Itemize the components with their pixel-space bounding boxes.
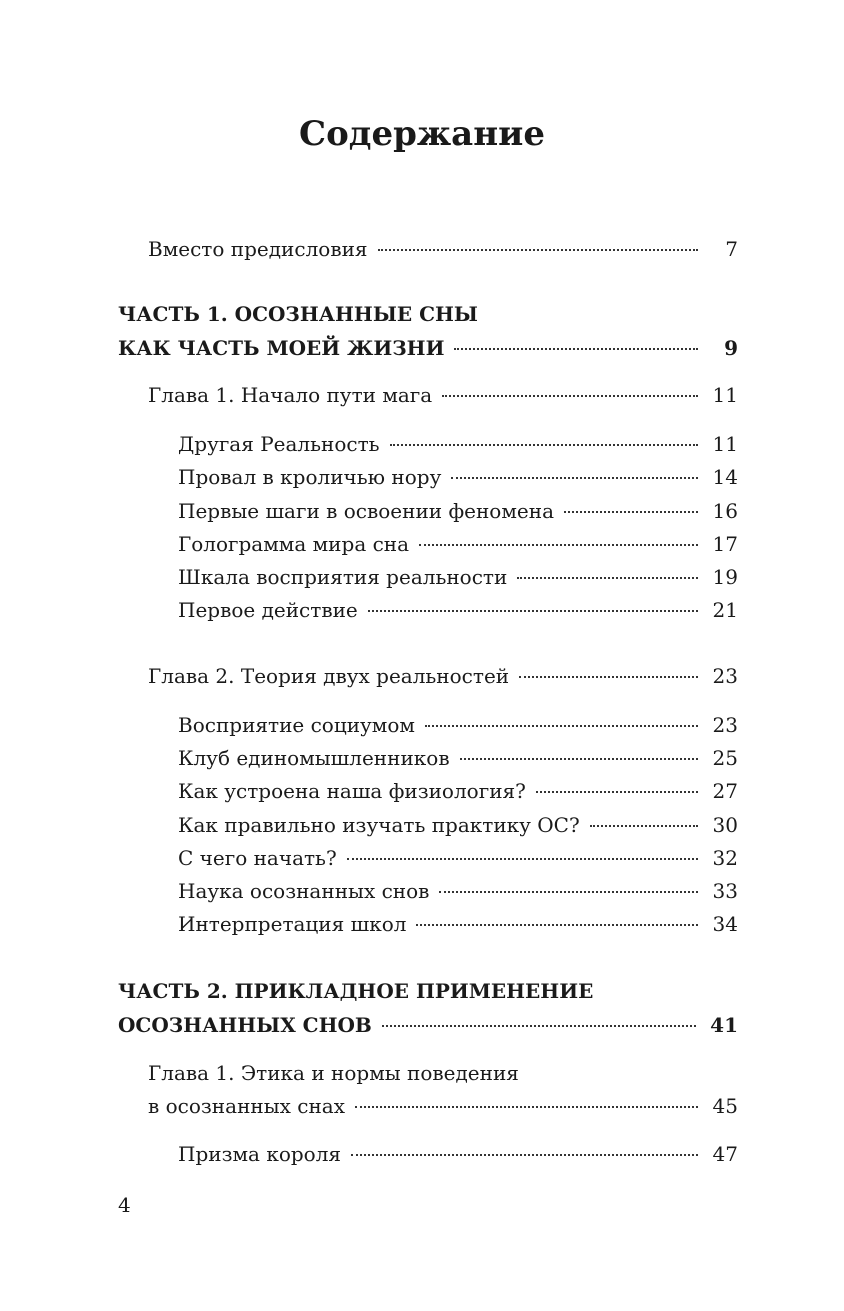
toc-entry-text: Наука осознанных снов (178, 879, 430, 903)
toc-entry-page: 30 (712, 813, 738, 837)
toc-leader-dots (442, 395, 698, 397)
toc-entry-text: Клуб единомышленников (178, 746, 450, 770)
toc-entry-section[interactable] (178, 1137, 738, 1171)
toc-entry-section[interactable] (178, 593, 738, 627)
toc-entry-text: Шкала восприятия реальности (178, 565, 508, 589)
toc-entry-page: 21 (712, 598, 738, 622)
toc-leader-dots (368, 610, 698, 612)
toc-leader-dots (416, 924, 698, 926)
toc-entry-section[interactable] (178, 774, 738, 808)
toc-leader-dots (460, 758, 698, 760)
toc-entry-text: Интерпретация школ (178, 912, 407, 936)
toc-entry-page: 19 (712, 565, 738, 589)
toc-entry-text: Другая Реальность (178, 432, 380, 456)
toc-entry-chapter[interactable] (148, 378, 738, 412)
toc-entry-section[interactable] (178, 841, 738, 875)
toc-entry-chapter[interactable] (148, 659, 738, 693)
toc-leader-dots (425, 725, 698, 727)
toc-entry-chapter[interactable] (148, 1089, 738, 1123)
toc-entry-text: Как правильно изучать практику ОС? (178, 813, 580, 837)
toc-leader-dots (439, 891, 698, 893)
toc-entry-section[interactable] (178, 560, 738, 594)
toc-leader-dots (590, 825, 698, 827)
toc-entry-section[interactable] (178, 494, 738, 528)
toc-entry-page: 16 (712, 499, 738, 523)
toc-part2-heading-line1[interactable]: ЧАСТЬ 2. ПРИКЛАДНОЕ ПРИМЕНЕНИЕ (118, 979, 594, 1003)
toc-leader-dots (382, 1025, 696, 1027)
toc-entry-text: Первые шаги в освоении феномена (178, 499, 554, 523)
toc-entry-section[interactable] (178, 808, 738, 842)
toc-entry-text: Голограмма мира сна (178, 532, 410, 556)
toc-entry-text: С чего начать? (178, 846, 337, 870)
toc-leader-dots (536, 791, 698, 793)
toc-entry-text: Вместо предисловия (148, 237, 368, 261)
toc-entry-text: Глава 1. Начало пути мага (148, 383, 433, 407)
toc-entry-section[interactable] (178, 427, 738, 461)
toc-entry-part1[interactable] (118, 331, 738, 365)
toc-entry-page: 11 (712, 383, 738, 407)
toc-leader-dots (378, 249, 698, 251)
toc-entry-text: в осознанных снах (148, 1094, 346, 1118)
toc-leader-dots (351, 1154, 698, 1156)
toc-entry-page: 11 (712, 432, 738, 456)
toc-entry-text: ОСОЗНАННЫХ СНОВ (118, 1013, 372, 1037)
toc-leader-dots (454, 348, 698, 350)
page-title: Содержание (299, 114, 545, 154)
toc-entry-text: Восприятие социумом (178, 713, 415, 737)
toc-entry-preface[interactable] (148, 232, 738, 266)
toc-entry-page: 34 (712, 912, 738, 936)
toc-entry-page: 45 (712, 1094, 738, 1118)
toc-part1-heading-line1[interactable]: ЧАСТЬ 1. ОСОЗНАННЫЕ СНЫ (118, 302, 478, 326)
toc-entry-section[interactable] (178, 708, 738, 742)
toc-entry-text: Как устроена наша физиология? (178, 779, 526, 803)
toc-entry-text: Первое действие (178, 598, 358, 622)
toc-entry-section[interactable] (178, 907, 738, 941)
toc-entry-text: Провал в кроличью нору (178, 465, 442, 489)
toc-entry-page: 41 (710, 1013, 738, 1037)
toc-entry-page: 14 (712, 465, 738, 489)
toc-entry-page: 32 (712, 846, 738, 870)
toc-entry-text: КАК ЧАСТЬ МОЕЙ ЖИЗНИ (118, 336, 445, 360)
toc-entry-page: 27 (712, 779, 738, 803)
toc-leader-dots (347, 858, 698, 860)
toc-entry-section[interactable] (178, 460, 738, 494)
toc-leader-dots (517, 577, 698, 579)
toc-entry-page: 17 (712, 532, 738, 556)
toc-entry-section[interactable] (178, 527, 738, 561)
toc-entry-page: 33 (712, 879, 738, 903)
toc-leader-dots (564, 511, 698, 513)
toc-leader-dots (390, 444, 698, 446)
toc-entry-page: 9 (724, 336, 738, 360)
toc-leader-dots (451, 477, 698, 479)
toc-entry-page: 23 (712, 664, 738, 688)
toc-entry-section[interactable] (178, 741, 738, 775)
toc-leader-dots (419, 544, 698, 546)
toc-entry-part2[interactable] (118, 1008, 738, 1042)
toc-entry-section[interactable] (178, 874, 738, 908)
toc-chapter-line1[interactable]: Глава 1. Этика и нормы поведения (148, 1061, 519, 1085)
toc-leader-dots (355, 1106, 698, 1108)
toc-entry-text: Призма короля (178, 1142, 342, 1166)
toc-entry-page: 23 (712, 713, 738, 737)
toc-entry-page: 47 (712, 1142, 738, 1166)
toc-entry-text: Глава 2. Теория двух реальностей (148, 664, 510, 688)
toc-entry-page: 7 (725, 237, 738, 261)
toc-leader-dots (519, 676, 698, 678)
page-number: 4 (118, 1193, 131, 1217)
toc-entry-page: 25 (712, 746, 738, 770)
